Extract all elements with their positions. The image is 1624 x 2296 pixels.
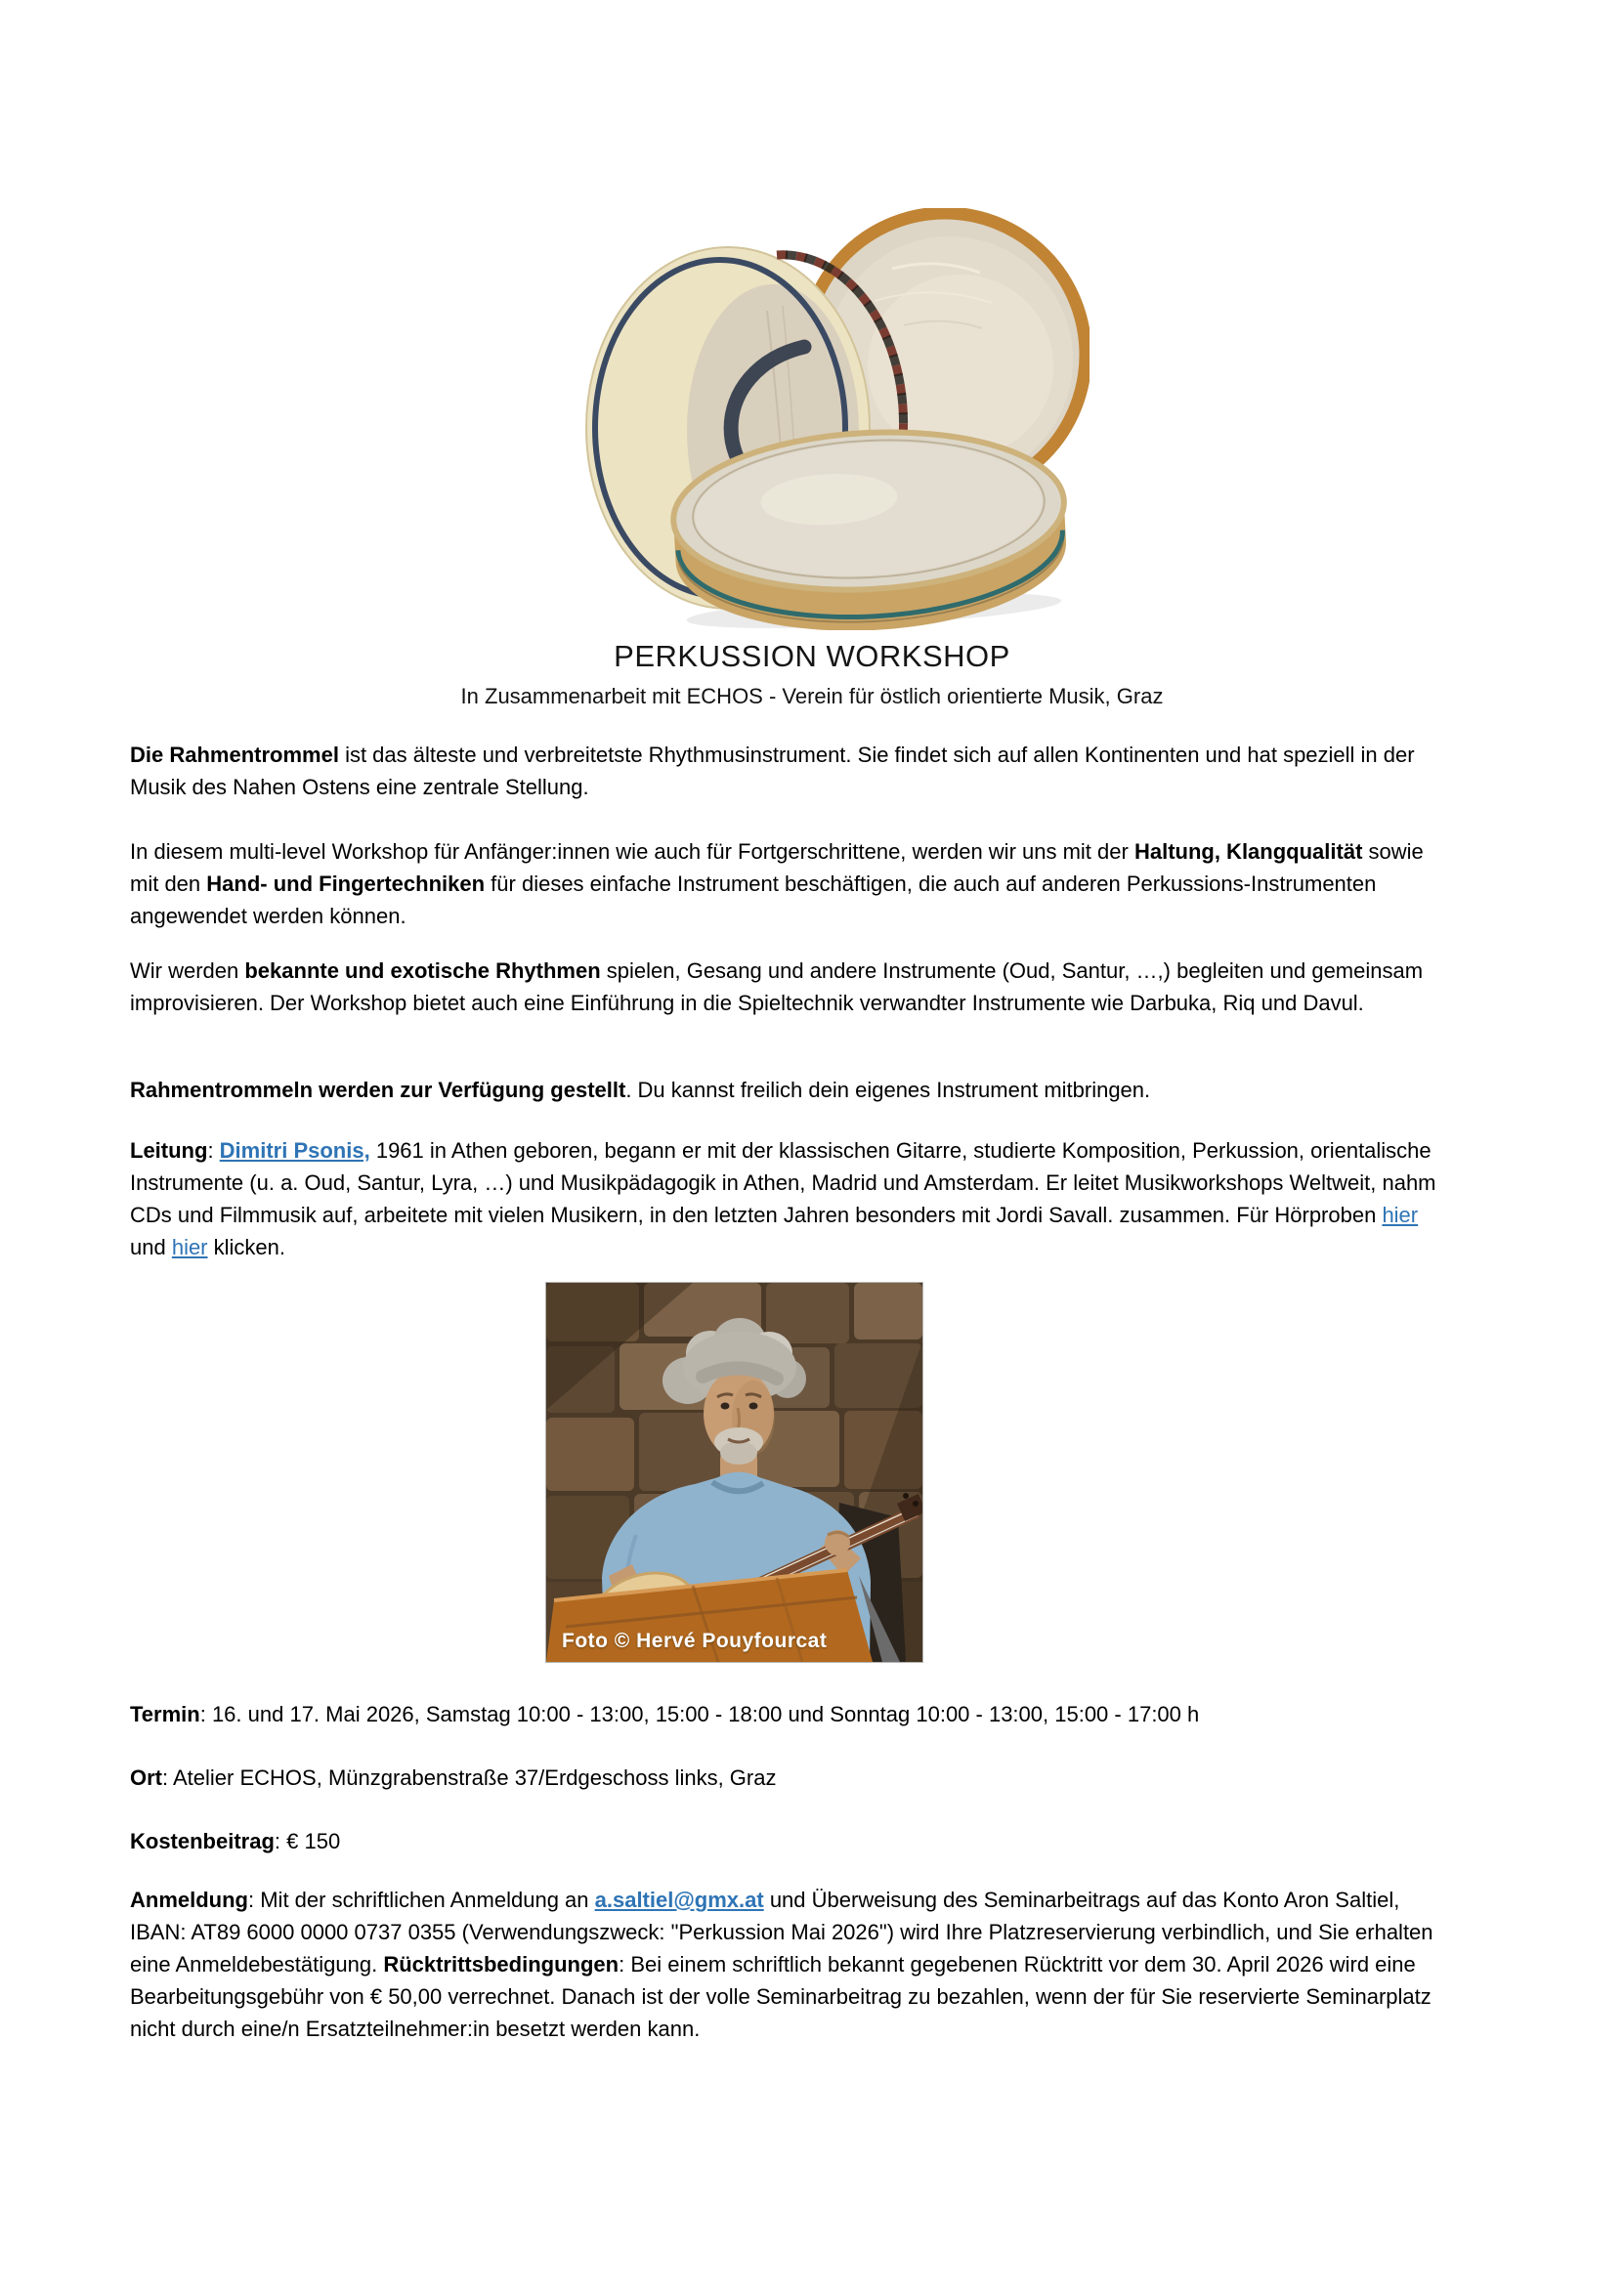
page-title: PERKUSSION WORKSHOP: [614, 639, 1010, 673]
text-run: Termin: [130, 1702, 200, 1726]
text-run: klicken.: [207, 1235, 285, 1259]
paragraph-rhythmen: [130, 955, 1441, 1019]
paragraph-leitung: [130, 1134, 1441, 1263]
text-run: : Mit der schriftlichen Anmeldung an: [248, 1888, 595, 1912]
text-run: Anmeldung: [130, 1888, 248, 1912]
text-run: ist das älteste und verbreitetste Rhythmusinstrument. Sie findet sich auf allen Kontinenten und hat speziell in der Musik des Nahen Ostens eine zentrale Stellung.: [130, 743, 1415, 799]
text-run: Ort: [130, 1765, 162, 1790]
text-run: Wir werden: [130, 958, 245, 983]
text-run: sowie mit den: [130, 839, 1424, 896]
text-run: Die Rahmentrommel: [130, 743, 339, 767]
photo-credit: Foto © Hervé Pouyfourcat: [562, 1630, 828, 1652]
text-run: und Überweisung des Seminarbeitrags auf das Konto Aron Saltiel, IBAN: AT89 6000 0000 0737 0355 (Verwendungszweck: "Perkussion Mai 2026") wird Ihre Platzreservierung verbindlich, und Sie erhalten eine Anmeldebestätigung.: [130, 1888, 1433, 1977]
text-run: . Du kannst freilich dein eigenes Instrument mitbringen.: [625, 1078, 1151, 1102]
text-run: : € 150: [274, 1829, 341, 1853]
frame-drums-image: [581, 208, 1090, 630]
text-run: spielen, Gesang und andere Instrumente (Oud, Santur, …,) begleiten und gemeinsam improvisieren. Der Workshop bietet auch eine Einführung in die Spieltechnik verwandter Instrumente wie Darbuka, Riq und Davul.: [130, 958, 1424, 1015]
frame-drums-illustration: [581, 208, 1090, 630]
text-run: Hand- und Fingertechniken: [206, 872, 486, 896]
text-run: Haltung, Klangqualität: [1133, 839, 1363, 864]
text-run: 1961 in Athen geboren, begann er mit der klassischen Gitarre, studierte Komposition, Perkussion, orientalische Instrumente (u. a. Oud, Santur, Lyra, …) und Musikpädagogik in Athen, Madrid und Amsterdam. Er leitet Musikworkshops Weltweit, nahm CDs und Filmmusik auf, arbeitete mit vielen Musikern, in den letzten Jahren besonders mit Jordi Savall. zusammen. Für Hörproben: [130, 1138, 1436, 1227]
text-run: Rücktrittsbedingungen: [383, 1952, 620, 1977]
dimitri-psonis-link[interactable]: Dimitri Psonis,: [219, 1138, 370, 1163]
text-run: : 16. und 17. Mai 2026, Samstag 10:00 - 13:00, 15:00 - 18:00 und Sonntag 10:00 - 13:00, 15:00 - 17:00 h: [199, 1702, 1200, 1726]
hoerprobe-link-1[interactable]: hier: [1382, 1203, 1419, 1227]
text-run: In diesem multi-level Workshop für Anfänger:innen wie auch für Fortgerschrittene, werden wir uns mit der: [130, 839, 1134, 864]
email-link[interactable]: a.saltiel@gmx.at: [594, 1888, 764, 1912]
paragraph-leihinstrumente: [130, 1074, 1441, 1106]
text-run: :: [207, 1138, 220, 1163]
dimitri-psonis-photo: [545, 1282, 923, 1663]
text-run: : Atelier ECHOS, Münzgrabenstraße 37/Erdgeschoss links, Graz: [162, 1765, 777, 1790]
paragraph-workshop-beschreibung: [130, 835, 1441, 932]
paragraph-anmeldung: [130, 1884, 1441, 2045]
text-run: Leitung: [130, 1138, 208, 1163]
paragraph-ort: [130, 1762, 1441, 1794]
page-subtitle: In Zusammenarbeit mit ECHOS - Verein für östlich orientierte Musik, Graz: [460, 684, 1164, 708]
text-run: für dieses einfache Instrument beschäftigen, die auch auf anderen Perkussions-Instrumenten angewendet werden können.: [130, 872, 1377, 928]
portrait-illustration: [546, 1283, 922, 1662]
text-run: und: [130, 1235, 172, 1259]
text-run: Rahmentrommeln werden zur Verfügung gestellt: [130, 1078, 626, 1102]
paragraph-termin: [130, 1698, 1441, 1730]
text-run: Kostenbeitrag: [130, 1829, 275, 1853]
paragraph-rahmentrommel: [130, 739, 1441, 803]
paragraph-kostenbeitrag: [130, 1825, 1441, 1857]
text-run: : Bei einem schriftlich bekannt gegebenen Rücktritt vor dem 30. April 2026 wird eine Bearbeitungsgebühr von € 50,00 verrechnet. Danach ist der volle Seminarbeitrag zu bezahlen, wenn der für Sie reservierte Seminarplatz nicht durch eine/n Ersatzteilnehmer:in besetzt werden kann.: [130, 1952, 1432, 2041]
hoerprobe-link-2[interactable]: hier: [171, 1235, 208, 1259]
text-run: bekannte und exotische Rhythmen: [244, 958, 601, 983]
